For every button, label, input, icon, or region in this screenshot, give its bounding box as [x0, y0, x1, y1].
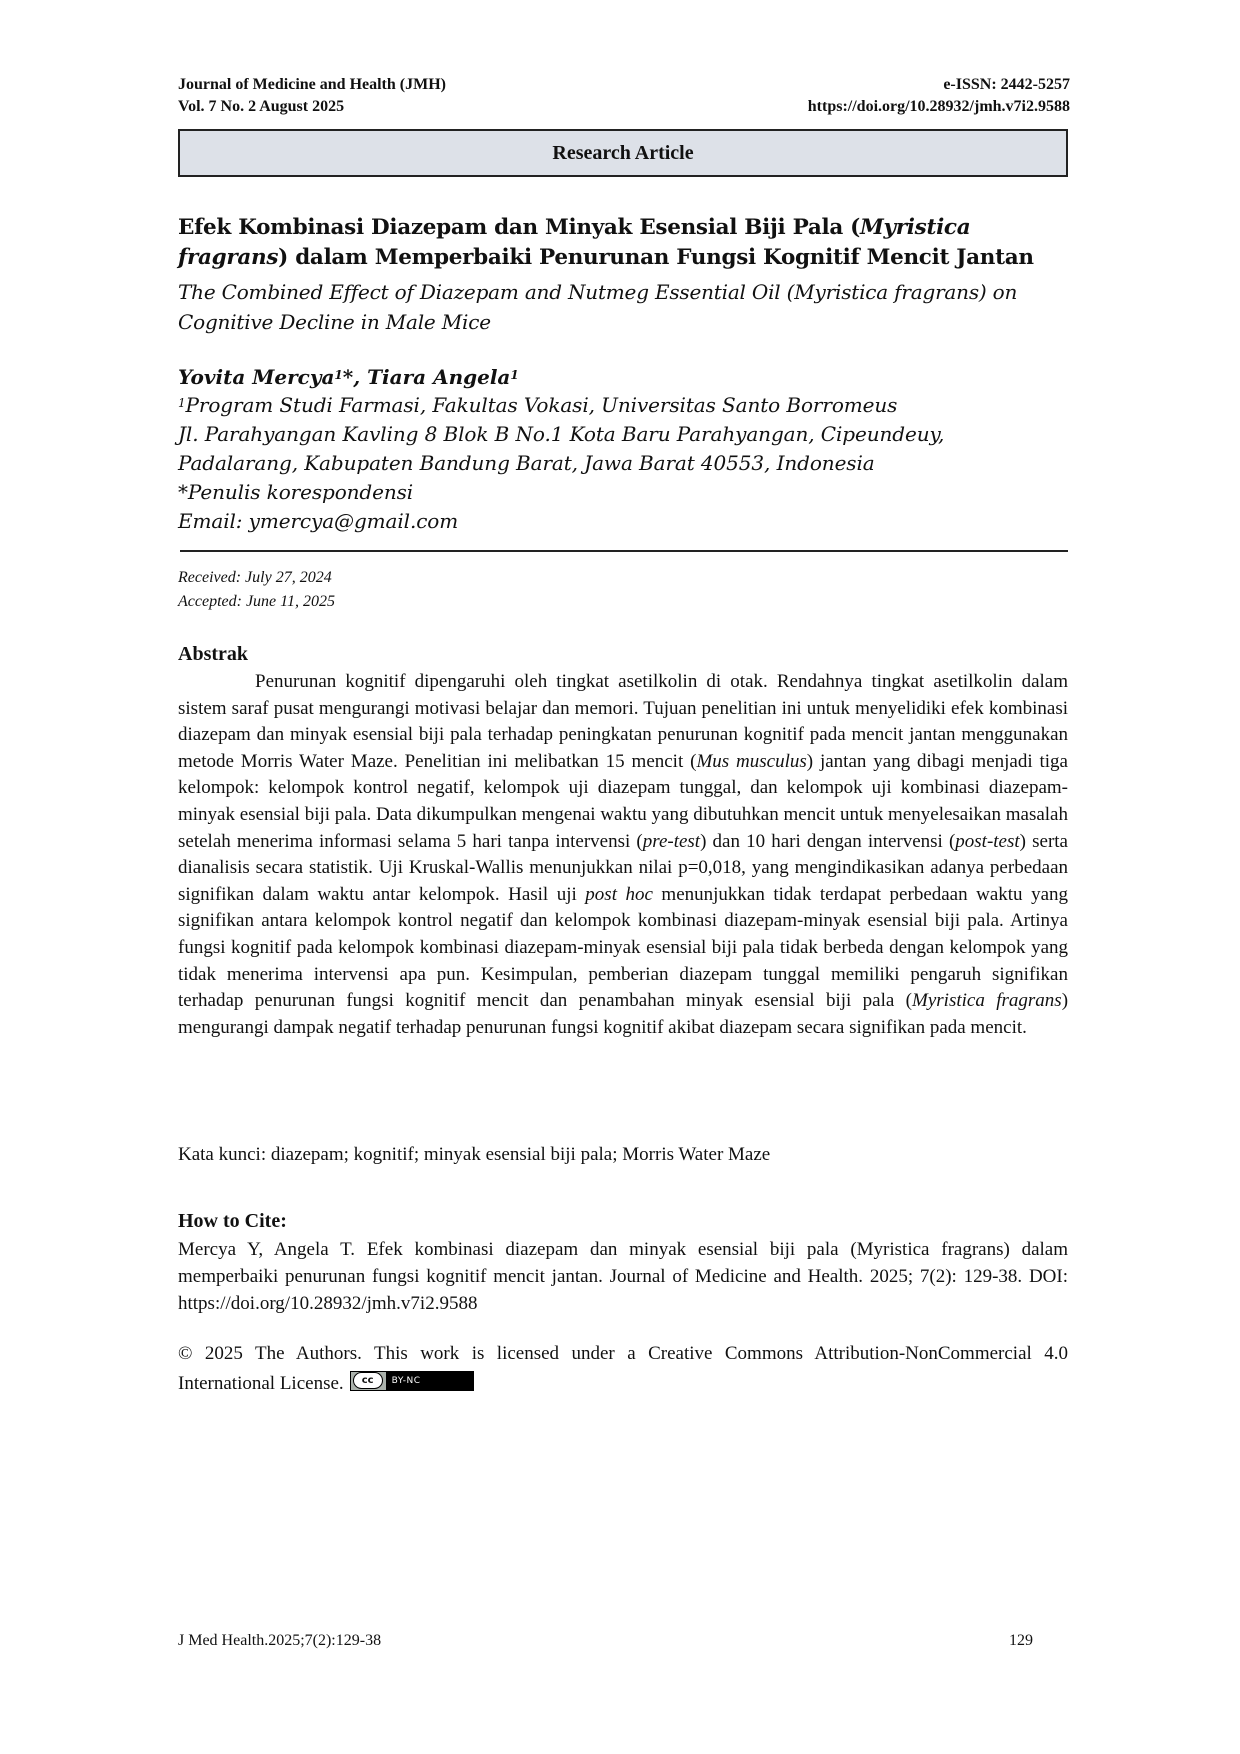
- abstract-text: Penurunan kognitif dipengaruhi oleh tingkat asetilkolin di otak. Rendahnya tingkat asetilkolin dalam sistem saraf pusat mengurangi motivasi belajar dan memori. Tujuan penelitian ini untuk menyelidiki efek kombinasi diazepam dan minyak esensial biji pala terhadap peningkatan penurunan kognitif pada mencit jantan menggunakan metode Morris Water Maze. Penelitian ini melibatkan 15 mencit (: [178, 671, 1068, 772]
- footer-citation: J Med Health.2025;7(2):129-38: [178, 1632, 382, 1649]
- abstract-italic: pre-test: [642, 830, 701, 852]
- abstract-text: ) serta dianalisis secara statistik. Uji Kruskal-Wallis menunjukkan nilai p=0,018, yang mengindikasikan adanya perbedaan signifikan dalam waktu antar kelompok. Hasil uji: [178, 830, 1068, 905]
- author-2: Tiara Angela: [367, 365, 511, 389]
- author-1: Yovita Mercya: [178, 365, 335, 389]
- title-part1: Efek Kombinasi Diazepam dan Minyak Esensial Biji Pala (: [178, 215, 861, 240]
- cc-by-nc-badge[interactable]: [350, 1371, 474, 1391]
- cc-badge-label: BY-NC: [386, 1372, 473, 1390]
- title-species-a: Myristica: [860, 215, 971, 240]
- title-species-b: fragrans: [178, 245, 279, 270]
- title-english: The Combined Effect of Diazepam and Nutmeg Essential Oil (Myristica fragrans) on Cognitive Decline in Male Mice: [178, 280, 1018, 334]
- license-statement: [178, 1339, 1068, 1399]
- article-type-banner: [178, 129, 1068, 177]
- doi-link[interactable]: https://doi.org/10.28932/jmh.v7i2.9588: [807, 98, 1070, 115]
- how-to-cite-text: Mercya Y, Angela T. Efek kombinasi diazepam dan minyak esensial biji pala (Myristica fragrans) dalam memperbaiki penurunan fungsi kognitif mencit jantan. Journal of Medicine and Health. 2025; 7(2): 129-38. DOI: https://doi.org/10.28932/jmh.v7i2.9588: [178, 1239, 1068, 1314]
- page-footer: [178, 1632, 1033, 1650]
- corresponding-mark: *,: [342, 365, 368, 389]
- article-type-label: Research Article: [552, 141, 694, 164]
- how-to-cite-heading: How to Cite:: [178, 1210, 287, 1232]
- abstract-text: ) mengurangi dampak negatif terhadap penurunan fungsi kognitif akibat diazepam secara signifikan pada mencit.: [178, 990, 1069, 1038]
- author-list: [178, 362, 1068, 392]
- article-dates: [178, 566, 335, 614]
- abstract-text: ) jantan yang dibagi menjadi tiga kelompok: kelompok kontrol negatif, kelompok uji diazepam tunggal, dan kelompok uji kombinasi diazepam-minyak esensial biji pala. Data dikumpulkan mengenai waktu yang dibutuhkan mencit untuk menyelesaikan masalah setelah menerima informasi selama 5 hari tanpa intervensi (: [178, 750, 1068, 852]
- abstract-italic: post hoc: [585, 883, 653, 905]
- author-1-affiliation: 1: [334, 368, 343, 382]
- cc-icon: cc: [353, 1372, 383, 1389]
- license-text: © 2025 The Authors. This work is licensed under a Creative Commons Attribution-NonCommercial 4.0 International License.: [178, 1343, 1068, 1394]
- affiliation-line-1: [178, 391, 1068, 420]
- received-date: Received: July 27, 2024: [178, 569, 332, 586]
- abstract-italic: post-test: [955, 830, 1020, 852]
- keywords: Kata kunci: diazepam; kognitif; minyak esensial biji pala; Morris Water Maze: [178, 1144, 771, 1165]
- title-part2: ) dalam Memperbaiki Penurunan Fungsi Kognitif Mencit Jantan: [278, 245, 1034, 270]
- abstract-text: menunjukkan tidak terdapat perbedaan waktu yang signifikan antara kelompok kontrol negatif dan kelompok kombinasi diazepam-minyak esensial biji pala. Artinya fungsi kognitif pada kelompok kombinasi diazepam-minyak esensial biji pala tidak berbeda dengan kelompok yang tidak menerima intervensi apa pun. Kesimpulan, pemberian diazepam tunggal memiliki pengaruh signifikan terhadap penurunan fungsi kognitif mencit dan penambahan minyak esensial biji pala (: [178, 883, 1068, 1012]
- affiliation-block: [178, 391, 1068, 536]
- corresponding-email[interactable]: Email: ymercya@gmail.com: [178, 509, 459, 533]
- divider-line: [180, 550, 1068, 552]
- abstract-text: ) dan 10 hari dengan intervensi (: [700, 830, 956, 852]
- title-indonesian: [178, 213, 1068, 273]
- author-2-affiliation: 1: [510, 368, 519, 382]
- journal-header: [178, 74, 1070, 118]
- accepted-date: Accepted: June 11, 2025: [178, 593, 335, 610]
- affiliation-line-3: Padalarang, Kabupaten Bandung Barat, Jawa Barat 40553, Indonesia: [178, 451, 875, 475]
- affiliation-number: 1: [178, 396, 186, 410]
- affiliation-line-2: Jl. Parahyangan Kavling 8 Blok B No.1 Kota Baru Parahyangan, Cipeundeuy,: [178, 422, 945, 446]
- abstract-body: [178, 669, 1068, 1041]
- corresponding-note: *Penulis korespondensi: [178, 480, 414, 504]
- abstract-italic: Mus musculus: [696, 750, 807, 772]
- affiliation-institution: Program Studi Farmasi, Fakultas Vokasi, Universitas Santo Borromeus: [185, 393, 898, 417]
- abstract-italic: Myristica fragrans: [912, 990, 1062, 1012]
- volume-issue: Vol. 7 No. 2 August 2025: [178, 98, 345, 115]
- journal-name: Journal of Medicine and Health (JMH): [178, 76, 446, 93]
- abstract-heading: Abstrak: [178, 643, 249, 665]
- issn: e-ISSN: 2442-5257: [943, 76, 1070, 93]
- page-number: 129: [1009, 1632, 1033, 1649]
